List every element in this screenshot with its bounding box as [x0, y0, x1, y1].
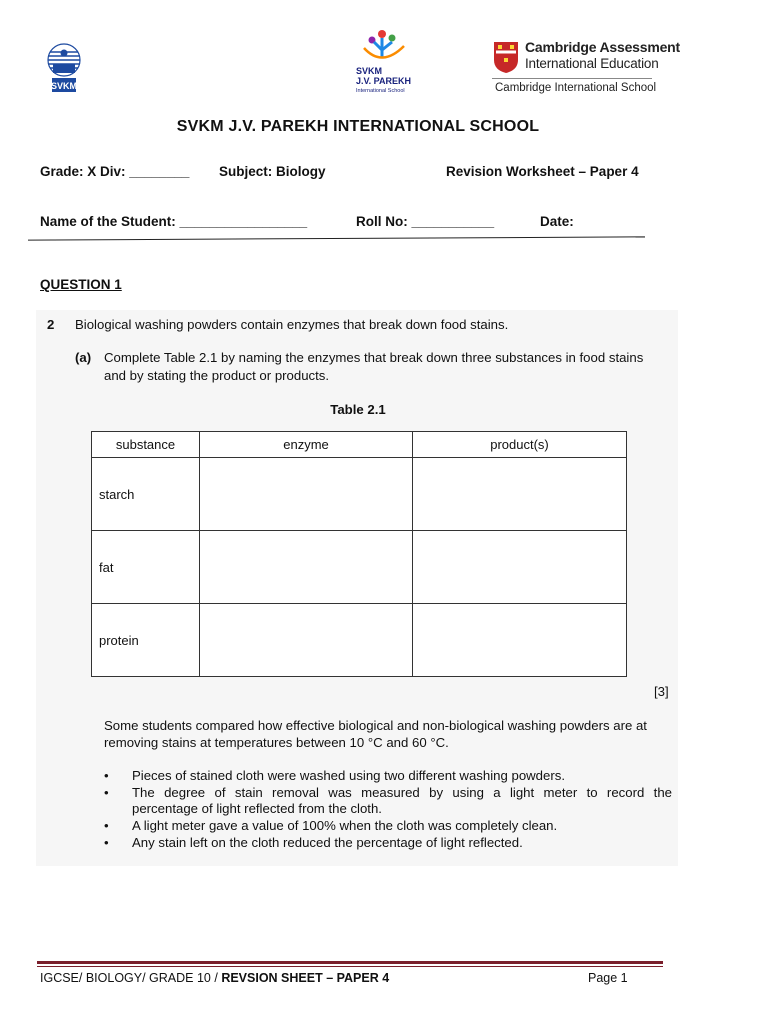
- table-row: [92, 604, 627, 677]
- footer-course-plain: IGCSE/ BIOLOGY/ GRADE 10 /: [40, 971, 222, 985]
- footer-rule-thin: [37, 966, 663, 967]
- paragraph-line1: Some students compared how effective biological and non-biological washing powders are at: [104, 718, 647, 733]
- table-row: [92, 458, 627, 531]
- table-row: [92, 531, 627, 604]
- table-cell-product-blank: [413, 604, 627, 677]
- cambridge-shield-icon: [492, 40, 520, 74]
- marks-label: [3]: [654, 684, 669, 699]
- bullet-icon: •: [104, 818, 109, 833]
- table-header-substance: substance: [92, 432, 200, 458]
- bullet-text-2-cont: percentage of light reflected from the cloth.: [132, 801, 382, 816]
- cambridge-logo: [492, 38, 680, 98]
- enzyme-table: [91, 431, 627, 677]
- jv-parekh-logo: [352, 28, 426, 98]
- school-title: SVKM J.V. PAREKH INTERNATIONAL SCHOOL: [176, 118, 540, 135]
- roll-no-field: Roll No: ___________: [356, 214, 495, 229]
- part-a-label: (a): [75, 350, 92, 365]
- table-cell-substance: fat: [92, 531, 200, 604]
- part-a-line2: and by stating the product or products.: [104, 368, 330, 383]
- subject-label: Subject: Biology: [219, 164, 326, 179]
- table-title: Table 2.1: [330, 402, 386, 417]
- page-number: Page 1: [588, 971, 628, 985]
- bullet-text-2: The degree of stain removal was measured by using a light meter to record the: [132, 785, 672, 800]
- student-name-field: Name of the Student: _________________: [40, 214, 308, 229]
- jvp-line1: SVKM: [356, 66, 383, 76]
- table-cell-product-blank: [413, 458, 627, 531]
- table-cell-enzyme-blank: [200, 604, 413, 677]
- table-header-row: [92, 432, 627, 458]
- question-stem: Biological washing powders contain enzymes that break down food stains.: [75, 317, 509, 332]
- bullet-text-4: Any stain left on the cloth reduced the percentage of light reflected.: [132, 835, 523, 850]
- footer-course: [40, 971, 389, 985]
- question-number: 2: [47, 317, 55, 332]
- footer-course-bold: REVSION SHEET – PAPER 4: [221, 971, 390, 985]
- table-cell-product-blank: [413, 531, 627, 604]
- jvp-line2: J.V. PAREKH: [356, 76, 412, 86]
- header-divider: [28, 236, 645, 240]
- cambridge-line1: Cambridge Assessment: [525, 39, 680, 55]
- cambridge-divider: [492, 78, 652, 79]
- table-cell-substance: protein: [92, 604, 200, 677]
- table-cell-enzyme-blank: [200, 531, 413, 604]
- cambridge-line2: International Education: [525, 56, 659, 71]
- question-label: QUESTION 1: [40, 277, 122, 292]
- table-cell-substance: starch: [92, 458, 200, 531]
- date-field: Date:: [540, 214, 574, 229]
- table-header-products: product(s): [413, 432, 627, 458]
- table-cell-enzyme-blank: [200, 458, 413, 531]
- worksheet-label: Revision Worksheet – Paper 4: [446, 164, 639, 179]
- part-a-line1: Complete Table 2.1 by naming the enzymes that break down three substances in food stains: [104, 350, 644, 365]
- svkm-logo-text: SVKM: [50, 81, 78, 91]
- bullet-text-1: Pieces of stained cloth were washed using two different washing powders.: [132, 768, 565, 783]
- paragraph-line2: removing stains at temperatures between 10 °C and 60 °C.: [104, 735, 449, 750]
- footer-rule: [37, 961, 663, 964]
- bullet-icon: •: [104, 785, 109, 800]
- grade-div-field: Grade: X Div: ________: [40, 164, 190, 179]
- svkm-logo: [36, 40, 92, 96]
- bullet-icon: •: [104, 768, 109, 783]
- bullet-icon: •: [104, 835, 109, 850]
- cambridge-line3: Cambridge International School: [495, 82, 657, 94]
- bullet-text-3: A light meter gave a value of 100% when the cloth was completely clean.: [132, 818, 558, 833]
- table-header-enzyme: enzyme: [200, 432, 413, 458]
- jvp-line3: International School: [356, 88, 405, 94]
